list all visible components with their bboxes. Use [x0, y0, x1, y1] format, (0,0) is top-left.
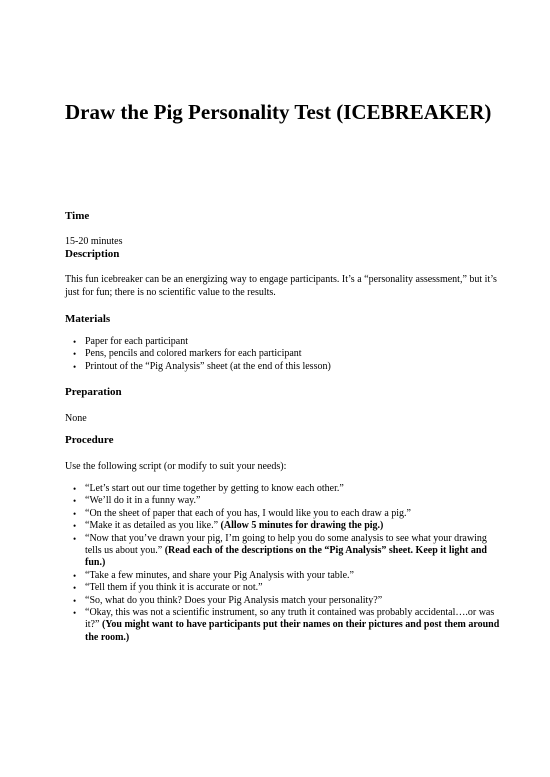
procedure-item-note: (Read each of the descriptions on the “Pig Analysis” sheet. Keep it light and fun.)	[85, 545, 487, 569]
procedure-list	[65, 483, 505, 644]
list-item	[65, 361, 505, 373]
bullet-icon: •	[73, 508, 77, 519]
procedure-item-text: “Make it as detailed as you like.”	[85, 520, 221, 532]
page-title: Draw the Pig Personality Test (ICEBREAKER)	[65, 100, 492, 124]
bullet-icon: •	[73, 521, 77, 532]
procedure-item-text: “Now that you’ve drawn your pig, I’m going to help you do some analysis to see what your drawing tells us about you.”	[85, 532, 487, 557]
bullet-icon: •	[73, 583, 77, 594]
preparation-text: None	[65, 413, 87, 424]
procedure-intro: Use the following script (or modify to suit your needs):	[65, 461, 287, 472]
materials-item-text: Printout of the “Pig Analysis” sheet (at the end of this lesson)	[85, 360, 331, 372]
list-item	[65, 483, 505, 495]
materials-list	[65, 336, 505, 373]
procedure-heading: Procedure	[65, 434, 114, 446]
materials-item-text: Pens, pencils and colored markers for each participant	[85, 348, 302, 360]
materials-heading: Materials	[65, 313, 111, 325]
list-item	[65, 520, 505, 532]
description-heading: Description	[65, 248, 120, 260]
preparation-heading: Preparation	[65, 386, 122, 398]
bullet-icon: •	[73, 533, 77, 544]
list-item	[65, 348, 505, 360]
procedure-item-text: “On the sheet of paper that each of you has, I would like you to each draw a pig.”	[85, 507, 411, 519]
procedure-item-note: (You might want to have participants put their names on their pictures and post them around the room.)	[85, 619, 500, 643]
procedure-item-text: “Tell them if you think it is accurate or not.”	[85, 582, 263, 594]
description-text: This fun icebreaker can be an energizing way to engage participants. It’s a “personality assessment,” but it’s just for fun; there is no scientific value to the results.	[65, 274, 497, 298]
list-item	[65, 336, 505, 348]
procedure-item-text: “We’ll do it in a funny way.”	[85, 495, 201, 507]
materials-item-text: Paper for each participant	[85, 336, 189, 347]
bullet-icon: •	[73, 361, 77, 372]
list-item	[65, 495, 505, 507]
procedure-item-text: “Let’s start out our time together by getting to know each other.”	[85, 483, 344, 494]
list-item	[65, 570, 505, 582]
time-text: 15-20 minutes	[65, 236, 123, 247]
list-item	[65, 533, 505, 570]
list-item	[65, 607, 505, 644]
bullet-icon: •	[73, 484, 77, 494]
bullet-icon: •	[73, 608, 77, 619]
list-item	[65, 582, 505, 594]
bullet-icon: •	[73, 496, 77, 507]
bullet-icon: •	[73, 349, 77, 360]
bullet-icon: •	[73, 337, 77, 347]
time-heading: Time	[65, 210, 90, 222]
procedure-item-text: “So, what do you think? Does your Pig Analysis match your personality?”	[85, 594, 383, 606]
list-item	[65, 595, 505, 607]
procedure-item-text: “Okay, this was not a scientific instrument, so any truth it contained was probably accidental….or was it?”	[85, 607, 495, 631]
bullet-icon: •	[73, 570, 77, 581]
procedure-item-text: “Take a few minutes, and share your Pig Analysis with your table.”	[85, 569, 354, 581]
bullet-icon: •	[73, 595, 77, 606]
list-item	[65, 508, 505, 520]
procedure-item-note: (Allow 5 minutes for drawing the pig.)	[220, 520, 384, 532]
